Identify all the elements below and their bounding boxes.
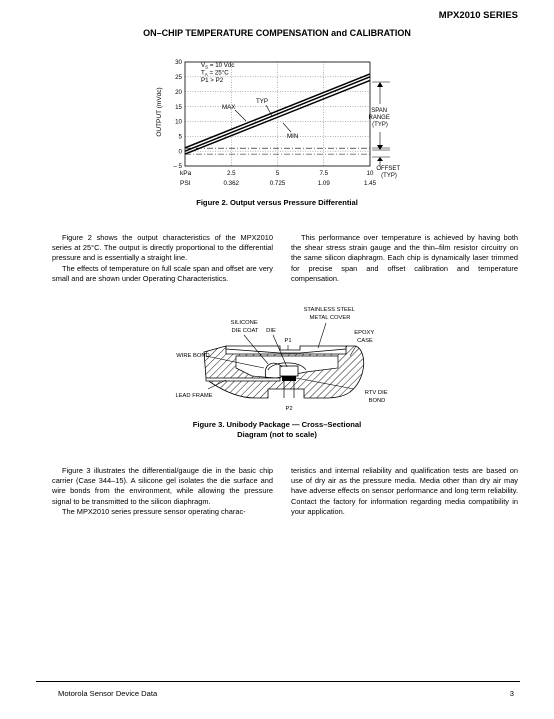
label-wire-bond: WIRE BOND: [176, 353, 210, 359]
label-epoxy-case: EPOXY CASE: [354, 330, 375, 344]
label-rtv-die-bond: RTV DIE BOND: [364, 390, 388, 404]
x-tick-label-psi: 1.09: [317, 180, 330, 187]
series-label-min: MIN: [287, 133, 299, 140]
paragraph: Figure 2 shows the output characteristics of the MPX2010 series at 25°C. The output is directly proportional to the differential pressure and is essentially a straight line.: [52, 233, 273, 263]
y-tick-label: 15: [175, 103, 182, 111]
span-arrowhead-down: [377, 145, 383, 150]
section-title: ON–CHIP TEMPERATURE COMPENSATION and CALIBRATION: [143, 28, 411, 38]
x-tick-labels: [224, 170, 377, 187]
label-stainless-steel: STAINLESS STEEL METAL COVER: [303, 307, 355, 321]
unibody-package-diagram: [170, 298, 400, 418]
paragraph: teristics and internal reliability and qualification tests are based on use of dry air as the pressure media. Media other than dry air may have adverse effects on sensor performance and long term reliability. Contact the factory for information regarding media compatibility in your application.: [291, 466, 518, 516]
figure3-caption: [0, 420, 554, 440]
y-tick-label: 10: [175, 118, 182, 126]
paragraph: This performance over temperature is achieved by having both the shear stress strain gauge and the thin–film resistor circuitry on the same silicon diaphragm. Each chip is dynamically laser trimmed for precise span and offset calibration and temperature compensation.: [291, 233, 518, 283]
label-silicone-die-coat: SILICONE DIE COAT: [230, 320, 259, 334]
paragraph: The effects of temperature on full scale span and offset are very small and are shown under Operating Characteristics.: [52, 263, 273, 283]
x-tick-label-psi: 1.45: [363, 180, 377, 187]
chart-conditions: $V_S = 10$ Vdc $T_A = 25^\circ C$ P1 > P2: [201, 62, 235, 84]
leader-stainless: [318, 323, 326, 348]
body-text-2-left: [52, 466, 273, 517]
x-tick-label-psi: 0.725: [269, 180, 286, 187]
span-arrowhead-up: [377, 82, 383, 87]
body-text-1-right: [291, 233, 518, 284]
page-number: 3: [509, 689, 514, 698]
output-vs-pressure-chart: [150, 56, 410, 192]
x-tick-label-psi: 0.362: [223, 180, 239, 187]
x-tick-label-kpa: 2.5: [226, 170, 236, 177]
body-text-1-left: [52, 233, 273, 284]
figure3-caption-line1: Figure 3. Unibody Package — Cross–Sectional: [192, 420, 362, 429]
body-text-2-right: [291, 466, 518, 517]
label-lead-frame: LEAD FRAME: [175, 393, 213, 399]
label-p2: P2: [285, 406, 293, 412]
y-tick-label: 0: [178, 148, 182, 156]
x-unit-kpa: kPa: [180, 170, 192, 177]
span-range-label: SPAN RANGE (TYP): [368, 108, 390, 128]
y-axis-label: OUTPUT (mVdc): [156, 87, 163, 137]
leader-min: [283, 123, 291, 132]
offset-label: OFFSET (TYP): [376, 166, 400, 179]
y-tick-label: 20: [175, 88, 182, 96]
series-label-typ: TYP: [256, 98, 269, 105]
lead-frame: [206, 378, 280, 381]
x-tick-label-kpa: 10: [366, 170, 374, 177]
leader-max: [235, 110, 246, 121]
series-label-max: MAX: [222, 104, 236, 111]
x-unit-psi: PSI: [180, 180, 191, 187]
series-line-min: [185, 80, 370, 154]
x-tick-label-kpa: 5: [275, 170, 280, 177]
paragraph: The MPX2010 series pressure sensor operating charac-: [62, 506, 246, 516]
paragraph: Figure 3 illustrates the differential/gauge die in the basic chip carrier (Case 344–15). A silicone gel isolates the die surface and wire bonds from the environment, while allowing the pressure signal to be transmitted to the silicon diaphragm.: [52, 466, 273, 506]
footer-publication: Motorola Sensor Device Data: [58, 689, 158, 698]
die: [280, 366, 298, 376]
y-tick-label: 30: [175, 59, 182, 67]
series-header: MPX2010 SERIES: [438, 10, 518, 21]
footer-rule: [36, 681, 520, 682]
metal-cover: [226, 346, 346, 353]
x-tick-label-kpa: 7.5: [319, 170, 329, 177]
label-p1: P1: [284, 338, 292, 344]
die-bond: [282, 376, 296, 381]
label-die: DIE: [266, 328, 276, 334]
y-tick-label: 25: [175, 74, 182, 82]
y-tick-label: – 5: [173, 163, 182, 171]
figure3-caption-line2: Diagram (not to scale): [237, 430, 317, 439]
figure2-caption: Figure 2. Output versus Pressure Differential: [196, 198, 358, 207]
y-tick-labels: [173, 59, 182, 170]
y-tick-label: 5: [178, 133, 182, 141]
